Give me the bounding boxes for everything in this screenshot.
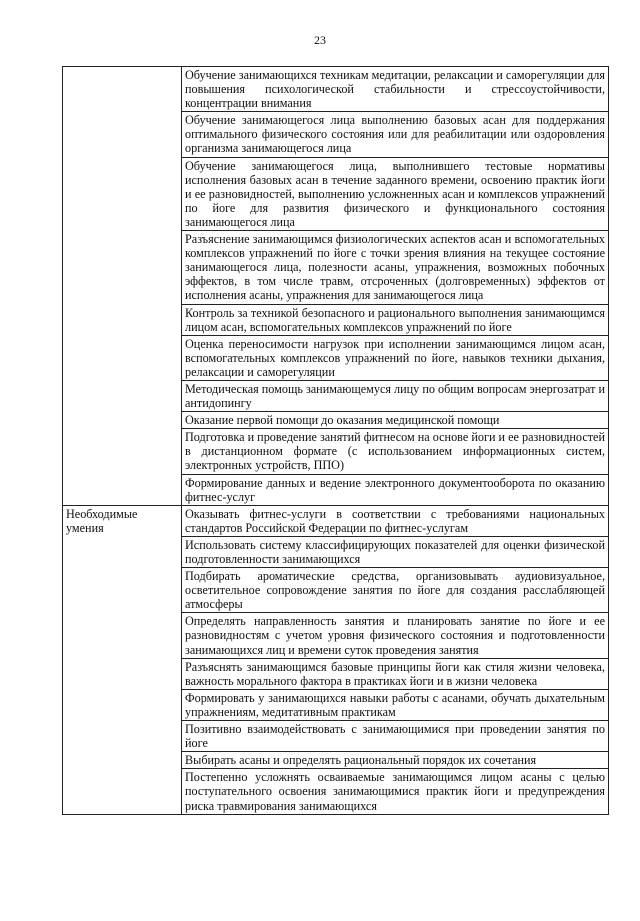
table-cell: Оказывать фитнес-услуги в соответствии с требованиями национальных стандартов Российской Федерации по фитнес-услугам [182,505,609,536]
table-row [63,67,609,112]
table-cell: Оказание первой помощи до оказания медицинской помощи [182,412,609,429]
requirements-table [62,66,609,815]
table-cell: Подготовка и проведение занятий фитнесом на основе йоги и ее разновидностей в дистанционном формате (с использованием информационных систем, электронных устройств, ППО) [182,429,609,474]
table-cell: Формирование данных и ведение электронного документооборота по оказанию фитнес-услуг [182,474,609,505]
table-cell: Выбирать асаны и определять рациональный порядок их сочетания [182,752,609,769]
table-cell: Обучение занимающихся техникам медитации, релаксации и саморегуляции для повышения психологической стабильности и стрессоустойчивости, концентрации внимания [182,67,609,112]
table-cell: Постепенно усложнять осваиваемые занимающимся лицом асаны с целью поступательного освоения занимающимися практик йоги и предупреждения риска травмирования занимающихся [182,769,609,814]
table-cell: Подбирать ароматические средства, организовывать аудиовизуальное, осветительное сопровождение занятия по йоге для создания расслабляющей атмосферы [182,568,609,613]
table-cell: Контроль за техникой безопасного и рационального выполнения занимающимся лицом асан, вспомогательных комплексов упражнений по йоге [182,304,609,335]
table-cell: Определять направленность занятия и планировать занятие по йоге и ее разновидностям с учетом уровня физического состояния и подготовленности занимающихся лиц и времени суток проведения занятия [182,613,609,658]
table-cell: Позитивно взаимодействовать с занимающимися при проведении занятия по йоге [182,721,609,752]
table-cell: Разъяснять занимающимся базовые принципы йоги как стиля жизни человека, важность морального фактора в практиках йоги и в жизни человека [182,658,609,689]
table-cell: Использовать систему классифицирующих показателей для оценки физической подготовленности занимающихся [182,536,609,567]
table-cell: Обучение занимающегося лица, выполнившего тестовые нормативы исполнения базовых асан в течение заданного времени, освоению практик йоги и ее разновидностей, выполнению усложненных асан и комплексов упражнений по йоге для развития физического и функционального состояния занимающегося лица [182,157,609,230]
table-cell: Формировать у занимающихся навыки работы с асанами, обучать дыхательным упражнениям, медитативным практикам [182,689,609,720]
page-number: 23 [314,33,326,47]
table-cell: Обучение занимающегося лица выполнению базовых асан для поддержания оптимального физического состояния или для реабилитации или оздоровления организма занимающегося лица [182,112,609,157]
section-label-labor-actions [63,67,182,506]
table-cell: Разъяснение занимающимся физиологических аспектов асан и вспомогательных комплексов упражнений по йоге с точки зрения влияния на текущее состояние занимающегося лица, полезности асаны, упражнения, возможных побочных эффектов, в том числе травм, отсроченных (долговременных) эффектов от исполнения асаны, упражнения для занимающегося лица [182,231,609,304]
table-cell: Оценка переносимости нагрузок при исполнении занимающимся лицом асан, вспомогательных комплексов упражнений по йоге, навыков техники дыхания, релаксации и саморегуляции [182,335,609,380]
table-cell: Методическая помощь занимающемуся лицу по общим вопросам энергозатрат и антидопингу [182,380,609,411]
section-label-required-skills: Необходимые умения [63,505,182,814]
table-row [63,505,609,536]
